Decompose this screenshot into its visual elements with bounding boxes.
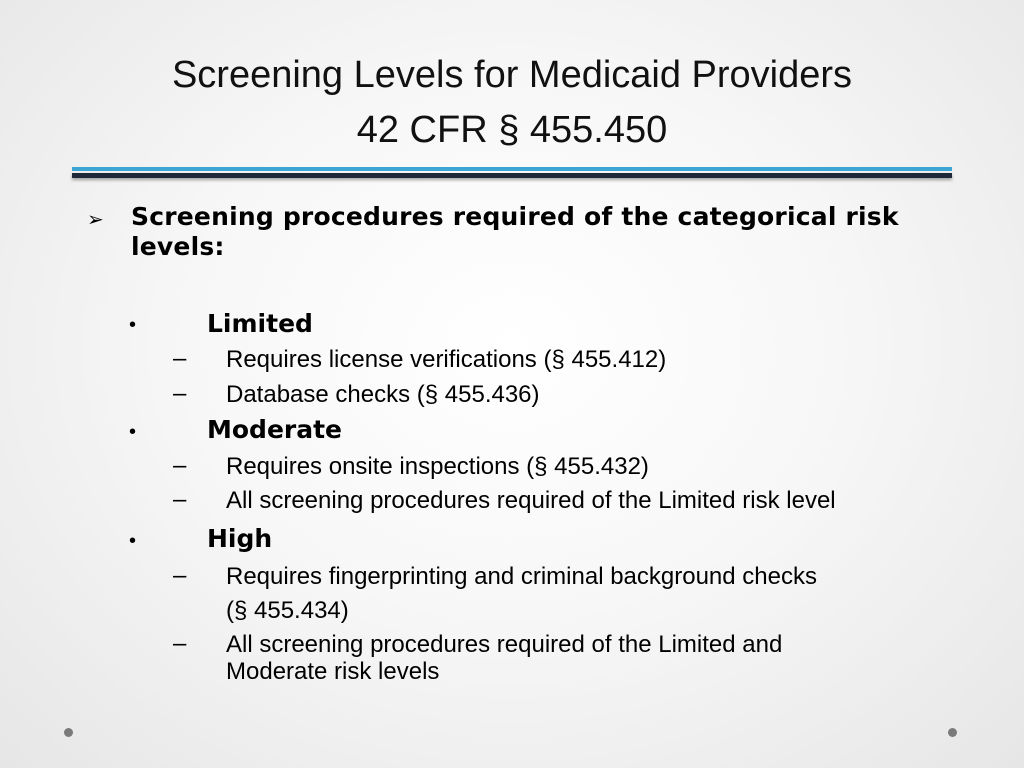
section-heading: Screening procedures required of the categorical risk levels: [131,202,899,261]
title-rule-blue [72,167,952,171]
dash: – [173,452,187,479]
level-moderate: Moderate [207,415,343,444]
corner-dot-right [948,728,957,737]
dash: – [173,345,187,372]
high-item-2-cont: Moderate risk levels [226,658,440,685]
level-limited: Limited [207,309,313,338]
high-item-1-cont: (§ 455.434) [226,597,349,624]
high-item-2: All screening procedures required of the Limited and [226,631,783,658]
moderate-item-1: Requires onsite inspections (§ 455.432) [226,453,649,480]
bullet-high: • [129,530,137,552]
title-rule-dark [72,173,952,178]
moderate-item-2: All screening procedures required of the Limited risk level [226,487,836,514]
bullet-moderate: • [129,421,137,443]
corner-dot-left [64,728,73,737]
level-high: High [207,524,273,553]
slide-title: Screening Levels for Medicaid Providers [171,54,853,96]
dash: – [173,562,187,589]
dash: – [173,630,187,657]
arrow-right-icon: ➢ [87,207,104,231]
limited-item-1: Requires license verifications (§ 455.412) [226,346,667,373]
dash: – [173,486,187,513]
bullet-limited: • [129,314,137,336]
high-item-1: Requires fingerprinting and criminal background checks [226,563,817,590]
slide-subtitle: 42 CFR § 455.450 [356,109,668,151]
dash: – [173,380,187,407]
limited-item-2: Database checks (§ 455.436) [226,381,540,408]
